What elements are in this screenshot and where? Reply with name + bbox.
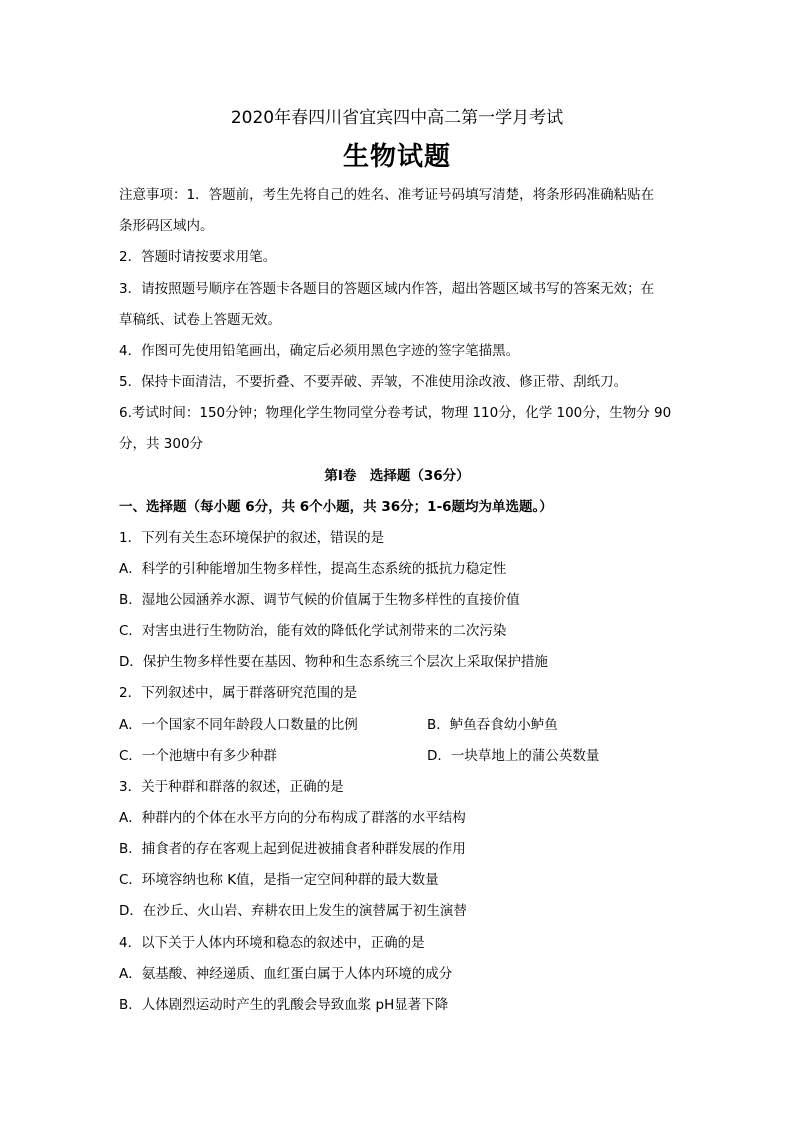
option-c: C．对害虫进行生物防治，能有效的降低化学试剂带来的二次污染 — [119, 623, 507, 639]
section-title: 第Ⅰ卷 选择题（36分） — [324, 468, 470, 484]
option-b: B．鲈鱼吞食幼小鲈鱼 — [427, 717, 558, 733]
note-line: 分，共 300分 — [119, 436, 204, 452]
option-c: C．一个池塘中有多少种群 — [119, 748, 277, 764]
note-line: 注意事项：1．答题前，考生先将自己的姓名、准考证号码填写清楚，将条形码准确粘贴在 — [119, 187, 655, 203]
question-stem: 3．关于种群和群落的叙述，正确的是 — [119, 779, 344, 795]
option-b: B．湿地公园涵养水源、调节气候的价值属于生物多样性的直接价值 — [119, 592, 520, 608]
note-line: 6.考试时间：150分钟；物理化学生物同堂分卷考试，物理 110分，化学 100分，生物分 90 — [119, 405, 672, 421]
question-stem: 2．下列叙述中，属于群落研究范围的是 — [119, 685, 358, 701]
option-a: A．科学的引种能增加生物多样性，提高生态系统的抵抗力稳定性 — [119, 561, 507, 577]
exam-title: 2020年春四川省宜宾四中高二第一学月考试 — [230, 108, 564, 128]
option-b: B．人体剧烈运动时产生的乳酸会导致血浆 pH显著下降 — [119, 997, 449, 1013]
note-line: 2．答题时请按要求用笔。 — [119, 249, 277, 265]
note-line: 5．保持卡面清洁，不要折叠、不要弄破、弄皱，不准使用涂改液、修正带、刮纸刀。 — [119, 374, 628, 390]
question-stem: 4．以下关于人体内环境和稳态的叙述中，正确的是 — [119, 935, 425, 951]
option-a: A．氨基酸、神经递质、血红蛋白属于人体内环境的成分 — [119, 966, 453, 982]
option-c: C．环境容纳也称 K值，是指一定空间种群的最大数量 — [119, 872, 439, 888]
note-line: 3．请按照题号顺序在答题卡各题目的答题区域内作答，超出答题区域书写的答案无效；在 — [119, 281, 655, 297]
note-line: 条形码区域内。 — [119, 218, 214, 234]
section-heading: 一、选择题（每小题 6分，共 6个小题，共 36分；1-6题均为单选题。） — [119, 499, 553, 515]
option-d: D．在沙丘、火山岩、弃耕农田上发生的演替属于初生演替 — [119, 903, 467, 919]
question-stem: 1．下列有关生态环境保护的叙述，错误的是 — [119, 530, 385, 546]
option-b: B．捕食者的存在客观上起到促进被捕食者种群发展的作用 — [119, 841, 466, 857]
option-d: D．保护生物多样性要在基因、物种和生态系统三个层次上采取保护措施 — [119, 654, 548, 670]
subject-title: 生物试题 — [342, 142, 451, 172]
note-line: 草稿纸、试卷上答题无效。 — [119, 312, 281, 328]
option-d: D．一块草地上的蒲公英数量 — [427, 748, 600, 764]
option-a: A．种群内的个体在水平方向的分布构成了群落的水平结构 — [119, 810, 466, 826]
option-a: A．一个国家不同年龄段人口数量的比例 — [119, 717, 358, 733]
note-line: 4．作图可先使用铅笔画出，确定后必须用黑色字迹的签字笔描黑。 — [119, 343, 520, 359]
